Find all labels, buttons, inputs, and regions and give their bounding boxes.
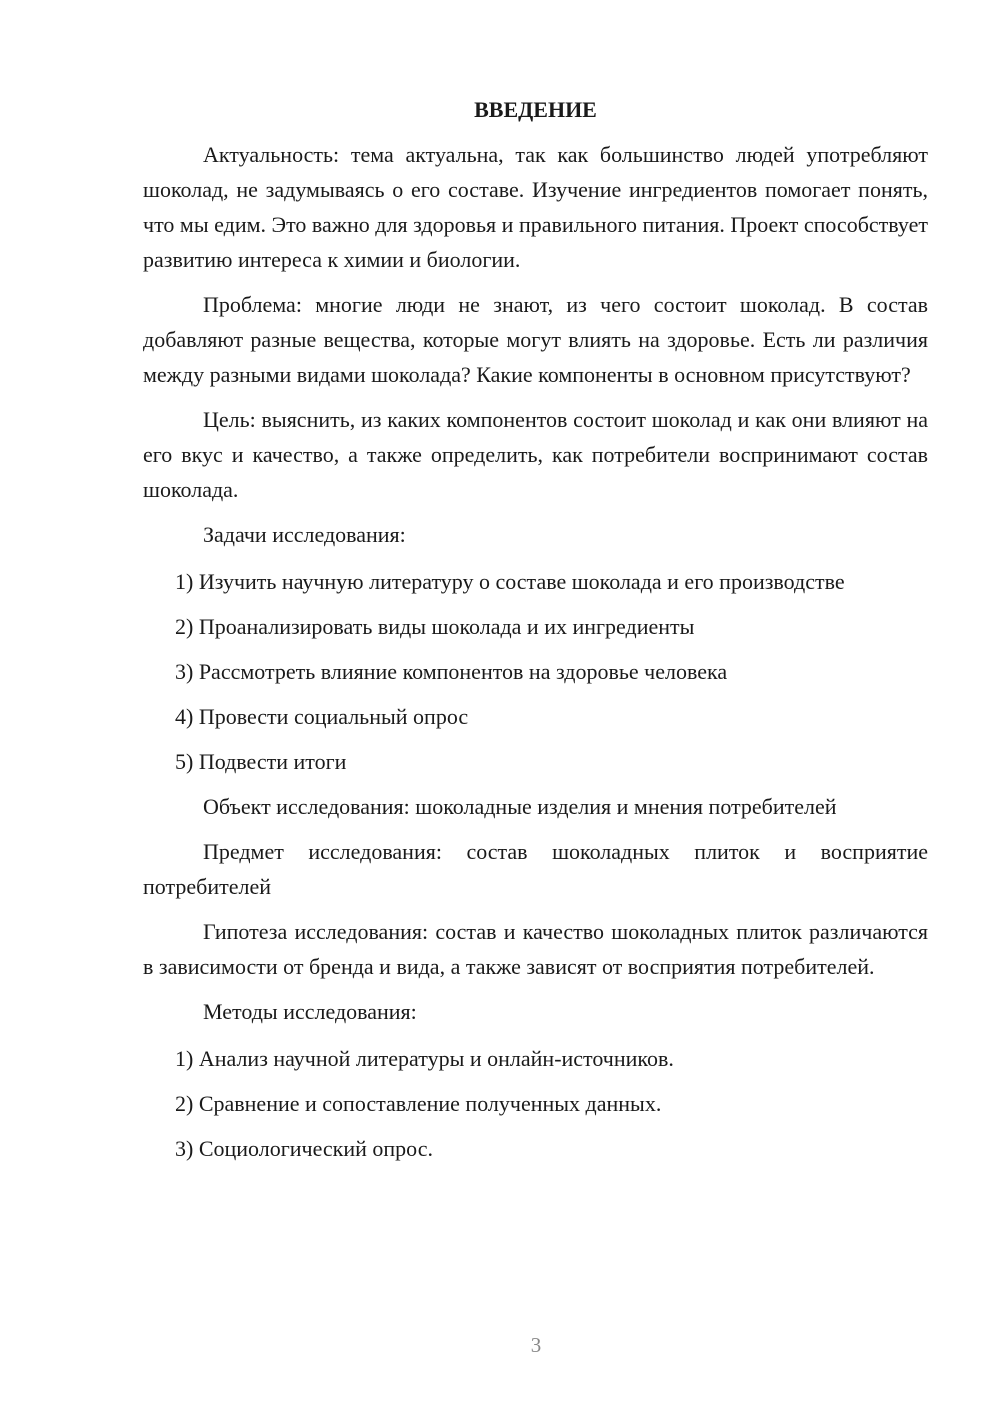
- hypothesis-paragraph: Гипотеза исследования: состав и качество шоколадных плиток различаются в зависимости от бренда и вида, а также зависят от восприятия потребителей.: [143, 919, 928, 979]
- relevance-paragraph: Актуальность: тема актуальна, так как большинство людей употребляют шоколад, не задумываясь о его составе. Изучение ингредиентов помогает понять, что мы едим. Это важно для здоровья и правильного питания. Проект способствует развитию интереса к химии и биологии.: [143, 142, 928, 272]
- method-item: 1) Анализ научной литературы и онлайн-источников.: [175, 1046, 674, 1071]
- task-item: 1) Изучить научную литературу о составе шоколада и его производстве: [175, 569, 845, 594]
- task-item: 4) Провести социальный опрос: [175, 704, 469, 729]
- method-item: 2) Сравнение и сопоставление полученных данных.: [175, 1091, 662, 1116]
- task-item: 3) Рассмотреть влияние компонентов на здоровье человека: [175, 659, 728, 684]
- object-paragraph: Объект исследования: шоколадные изделия и мнения потребителей: [203, 794, 837, 819]
- page-title: ВВЕДЕНИЕ: [474, 97, 597, 122]
- methods-heading: Методы исследования:: [203, 999, 417, 1024]
- task-item: 2) Проанализировать виды шоколада и их ингредиенты: [175, 614, 695, 639]
- subject-paragraph: Предмет исследования: состав шоколадных плиток и восприятие потребителей: [143, 839, 928, 899]
- tasks-heading: Задачи исследования:: [203, 522, 406, 547]
- task-item: 5) Подвести итоги: [175, 749, 347, 774]
- page-number: 3: [530, 1333, 542, 1357]
- document-page: [143, 95, 928, 1176]
- problem-paragraph: Проблема: многие люди не знают, из чего состоит шоколад. В состав добавляют разные вещества, которые могут влиять на здоровье. Есть ли различия между разными видами шоколада? Какие компоненты в основном присутствуют?: [143, 292, 928, 387]
- goal-paragraph: Цель: выяснить, из каких компонентов состоит шоколад и как они влияют на его вкус и качество, а также определить, как потребители воспринимают состав шоколада.: [143, 407, 928, 502]
- method-item: 3) Социологический опрос.: [175, 1136, 433, 1161]
